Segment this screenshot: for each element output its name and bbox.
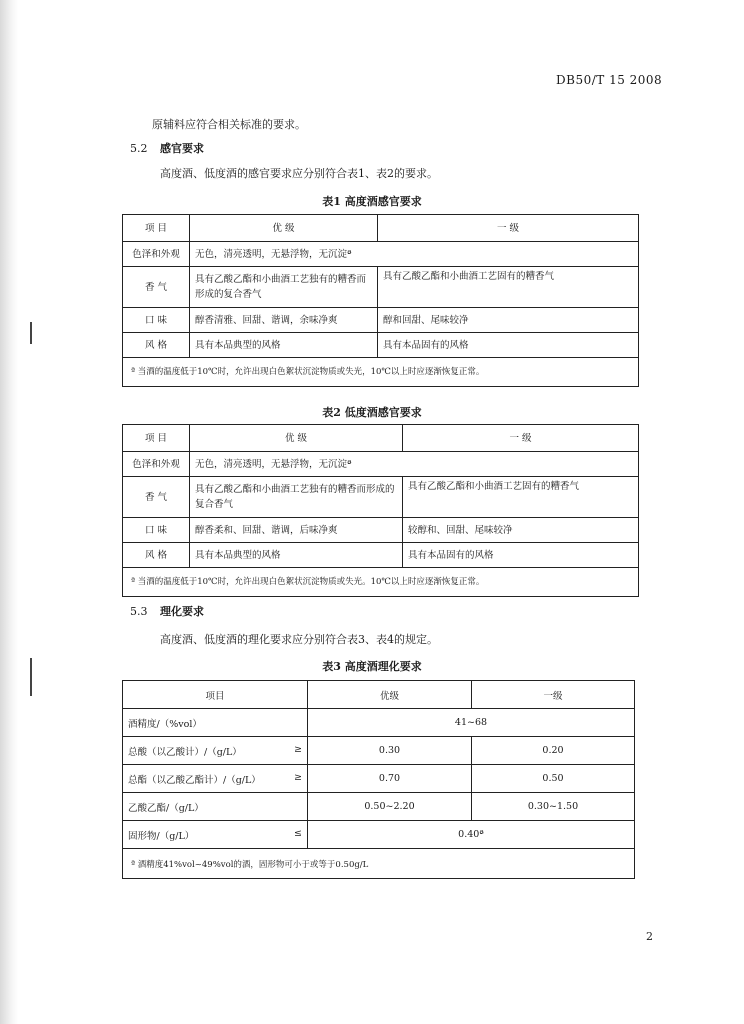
header-first: 一 级 xyxy=(378,215,639,242)
row-first: 具有本品固有的风格 xyxy=(403,543,639,568)
row-item: 香 气 xyxy=(123,477,190,518)
table1-caption: 表1 高度酒感官要求 xyxy=(322,195,422,208)
header-item: 项 目 xyxy=(123,425,190,452)
table-row xyxy=(123,477,639,518)
table-row xyxy=(123,737,635,765)
table-row xyxy=(123,793,635,821)
row-item xyxy=(123,709,308,737)
table3 xyxy=(122,680,635,879)
row-item: 色泽和外观 xyxy=(123,452,190,477)
row-excellent: 具有乙酸乙酯和小曲酒工艺独有的糟香而形成的复合香气 xyxy=(190,267,378,308)
header-item: 项目 xyxy=(123,681,308,709)
section-title: 理化要求 xyxy=(160,605,204,618)
table-header-row xyxy=(123,681,635,709)
header-excellent: 优级 xyxy=(308,681,472,709)
comparison-operator: ≥ xyxy=(294,743,302,755)
section-5-2-text: 高度酒、低度酒的感官要求应分别符合表1、表2的要求。 xyxy=(160,167,438,180)
table-note: ª 当酒的温度低于10℃时，允许出现白色絮状沉淀物质或失光。10℃以上时应逐渐恢复正常。 xyxy=(123,568,639,597)
table-note: ª 当酒的温度低于10℃时，允许出现白色絮状沉淀物质或失光，10℃以上时应逐渐恢复正常。 xyxy=(123,358,639,387)
table-row xyxy=(123,308,639,333)
table-note-row xyxy=(123,849,635,879)
section-title: 感官要求 xyxy=(160,142,204,155)
table-row xyxy=(123,765,635,793)
row-excellent: 醇香清雅、回甜、谐调，余味净爽 xyxy=(190,308,378,333)
table-header-row xyxy=(123,215,639,242)
row-item: 口 味 xyxy=(123,308,190,333)
row-excellent: 0.70 xyxy=(308,765,472,793)
page-number: 2 xyxy=(646,930,653,943)
row-merged-value: 41~68 xyxy=(308,709,635,737)
scan-page-edge xyxy=(0,0,18,1024)
table3-caption: 表3 高度酒理化要求 xyxy=(322,660,422,673)
table2 xyxy=(122,424,639,597)
section-5-3-heading xyxy=(130,603,204,619)
table-note-row xyxy=(123,568,639,597)
scan-mark xyxy=(30,322,32,344)
item-label: 总酯（以乙酸乙酯计）/（g/L） xyxy=(128,774,261,786)
section-number: 5.2 xyxy=(130,142,148,155)
row-merged-value: 0.40ª xyxy=(308,821,635,849)
row-item xyxy=(123,821,308,849)
row-item xyxy=(123,737,308,765)
intro-line: 原辅料应符合相关标准的要求。 xyxy=(152,118,306,131)
header-excellent: 优 级 xyxy=(190,425,403,452)
row-item: 色泽和外观 xyxy=(123,242,190,267)
item-label: 总酸（以乙酸计）/（g/L） xyxy=(128,746,242,758)
header-excellent: 优 级 xyxy=(190,215,378,242)
comparison-operator: ≥ xyxy=(294,771,302,783)
row-merged-value: 无色，清亮透明，无悬浮物，无沉淀ª xyxy=(190,242,639,267)
row-merged-value: 无色，清亮透明，无悬浮物，无沉淀ª xyxy=(190,452,639,477)
row-item: 香 气 xyxy=(123,267,190,308)
comparison-operator: ≤ xyxy=(294,827,302,839)
section-5-2-heading xyxy=(130,140,204,156)
header-item: 项 目 xyxy=(123,215,190,242)
row-excellent: 具有乙酸乙酯和小曲酒工艺独有的糟香而形成的复合香气 xyxy=(190,477,403,518)
item-label: 乙酸乙酯/（g/L） xyxy=(128,802,204,814)
row-item xyxy=(123,765,308,793)
item-label: 固形物/（g/L） xyxy=(128,830,195,842)
row-first: 0.30~1.50 xyxy=(472,793,635,821)
table-row xyxy=(123,709,635,737)
section-number: 5.3 xyxy=(130,605,148,618)
row-item: 风 格 xyxy=(123,543,190,568)
row-item: 口 味 xyxy=(123,518,190,543)
table-note: ª 酒精度41%vol~49%vol的酒，固形物可小于或等于0.50g/L xyxy=(123,849,635,879)
table2-caption: 表2 低度酒感官要求 xyxy=(322,406,422,419)
row-excellent: 具有本品典型的风格 xyxy=(190,543,403,568)
row-first: 具有乙酸乙酯和小曲酒工艺固有的糟香气 xyxy=(403,477,639,518)
table-row xyxy=(123,242,639,267)
table1 xyxy=(122,214,639,387)
row-excellent: 0.50~2.20 xyxy=(308,793,472,821)
standard-code: DB50/T 15 2008 xyxy=(556,73,663,87)
table-row xyxy=(123,452,639,477)
table-row xyxy=(123,543,639,568)
row-item xyxy=(123,793,308,821)
table-note-row xyxy=(123,358,639,387)
section-5-3-text: 高度酒、低度酒的理化要求应分别符合表3、表4的规定。 xyxy=(160,633,438,646)
row-excellent: 具有本品典型的风格 xyxy=(190,333,378,358)
row-item: 风 格 xyxy=(123,333,190,358)
row-excellent: 0.30 xyxy=(308,737,472,765)
table-header-row xyxy=(123,425,639,452)
header-first: 一 级 xyxy=(403,425,639,452)
table-row xyxy=(123,333,639,358)
row-first: 具有本品固有的风格 xyxy=(378,333,639,358)
row-first: 具有乙酸乙酯和小曲酒工艺固有的糟香气 xyxy=(378,267,639,308)
row-first: 醇和回甜、尾味较净 xyxy=(378,308,639,333)
table-row xyxy=(123,821,635,849)
table-row xyxy=(123,518,639,543)
header-first: 一级 xyxy=(472,681,635,709)
row-first: 较醇和、回甜、尾味较净 xyxy=(403,518,639,543)
row-first: 0.20 xyxy=(472,737,635,765)
row-first: 0.50 xyxy=(472,765,635,793)
row-excellent: 醇香柔和、回甜、谐调，后味净爽 xyxy=(190,518,403,543)
table-row xyxy=(123,267,639,308)
item-label: 酒精度/（%vol） xyxy=(128,718,202,730)
